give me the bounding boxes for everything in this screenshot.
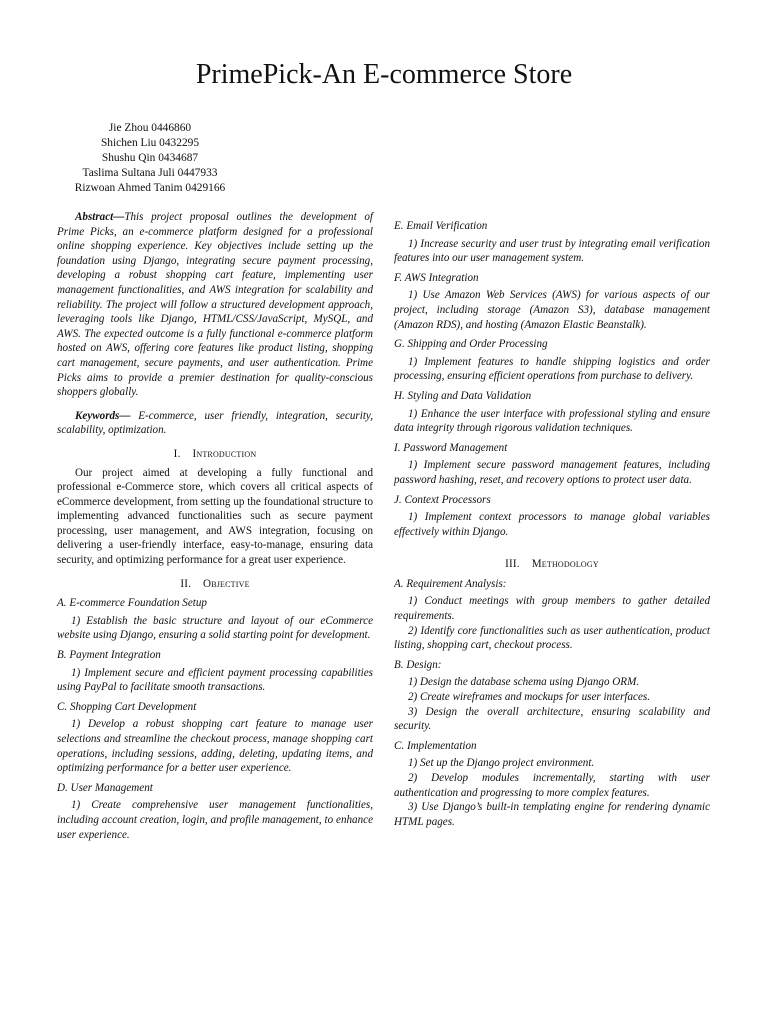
subsection-heading: G. Shipping and Order Processing	[394, 338, 548, 351]
paper-title: PrimePick-An E-commerce Store	[195, 59, 573, 90]
keywords-text: E-commerce, user friendly, integration, security, scalability, optimization.	[57, 409, 373, 437]
list-item: 1) Conduct meetings with group members to gather detailed requirements.	[394, 595, 710, 623]
list-item: 1) Set up the Django project environment.	[408, 757, 595, 770]
subsection-heading: I. Password Management	[394, 441, 508, 454]
list-item: 1) Implement context processors to manage global variables effectively within Django.	[394, 511, 710, 538]
list-item: 1) Use Amazon Web Services (AWS) for various aspects of our project, including storage (Amazon S3), database management (Amazon RDS), and hosting (Amazon Elastic Beanstalk).	[394, 289, 710, 331]
keywords	[57, 409, 373, 438]
list-item: 1) Establish the basic structure and layout of our eCommerce website using Django, ensuring a solid starting point for development.	[57, 614, 373, 642]
list-item: 1) Implement secure password management features, including password hashing, reset, and recovery options to protect user data.	[394, 459, 710, 486]
section-heading-introduction	[57, 447, 373, 462]
section-heading-objective	[57, 577, 373, 592]
right-column	[394, 219, 710, 829]
subsection-heading: B. Design:	[394, 658, 442, 671]
subsection-heading: E. Email Verification	[394, 220, 488, 232]
list-item: 1) Enhance the user interface with professional styling and ensure data integrity through rigorous validation techniques.	[394, 407, 710, 435]
author: Jie Zhou 0446860	[108, 122, 192, 134]
list-item: 1) Create comprehensive user management functionalities, including account creation, login, and profile management, to enhance user experience.	[57, 799, 373, 841]
subsection-heading: A. E-commerce Foundation Setup	[57, 597, 207, 610]
list-item: 1) Develop a robust shopping cart feature to manage user selections and streamline the checkout process, manage shopping cart operations, including sessions, adding, deleting, updating items, and optimizing performance for a better user experience.	[57, 718, 373, 775]
subsection-heading: J. Context Processors	[394, 493, 491, 506]
list-item: 2) Create wireframes and mockups for user interfaces.	[408, 691, 650, 704]
subsection-heading: A. Requirement Analysis:	[394, 577, 507, 590]
subsection-heading: C. Implementation	[394, 739, 477, 752]
introduction-paragraph: Our project aimed at developing a fully functional and professional e-Commerce store, which covers all critical aspects of eCommerce development, from setting up the foundational structure to implementing advanced functionalities such as secure payment processing, user management, and AWS integration, focusing on delivering a user-friendly interface, easy-to-manage, ensuring data security, and optimizing performance for a great user experience.	[57, 466, 373, 567]
subsection-heading: D. User Management	[57, 781, 153, 794]
author-list	[0, 121, 300, 196]
keywords-label: Keywords—	[75, 409, 131, 422]
author: Rizwoan Ahmed Tanim 0429166	[74, 182, 226, 194]
subsection-heading: C. Shopping Cart Development	[57, 700, 197, 713]
section-heading-methodology	[394, 557, 710, 572]
section-title: Objective	[202, 577, 250, 590]
list-item: 1) Design the database schema using Django ORM.	[408, 676, 640, 689]
subsection-heading: H. Styling and Data Validation	[394, 389, 532, 402]
list-item: 1) Implement secure and efficient payment processing capabilities using PayPal to facilitate smooth transactions.	[57, 666, 373, 694]
abstract-text: This project proposal outlines the development of Prime Picks, an e-commerce platform designed for a professional online shopping experience. Key objectives include setting up the foundation using Django, integrating secure payment processing, developing a robust shopping cart feature, implementing user management functionalities, and AWS integration for scalability and reliability. The project will follow a structured development approach, leveraging tools like Django, HTML/CSS/JavaScript, MySQL, and AWS. The expected outcome is a fully functional e-commerce platform hosted on AWS, offering core features like product listing, shopping cart management, secure payments, and user authentication. Prime Picks aims to provide a premier destination for quality-conscious shoppers globally.	[57, 211, 373, 399]
section-number: II.	[180, 577, 192, 590]
list-item: 1) Implement features to handle shipping logistics and order processing, ensuring efficient operations from purchase to delivery.	[394, 355, 710, 383]
section-title: Methodology	[531, 558, 599, 571]
abstract	[57, 210, 373, 400]
list-item: 1) Increase security and user trust by integrating email verification features into our user management system.	[394, 237, 710, 265]
author: Shichen Liu 0432295	[100, 137, 200, 149]
list-item: 2) Identify core functionalities such as user authentication, product listing, shopping cart, checkout process.	[394, 624, 710, 652]
abstract-label: Abstract—	[75, 211, 125, 223]
left-column	[57, 210, 373, 842]
section-title: Introduction	[192, 447, 257, 460]
list-item: 3) Use Django’s built-in templating engine for rendering dynamic HTML pages.	[394, 801, 710, 828]
subsection-heading: F. AWS Integration	[394, 271, 479, 284]
author: Taslima Sultana Juli 0447933	[82, 167, 218, 179]
section-number: I.	[173, 447, 181, 460]
subsection-heading: B. Payment Integration	[57, 649, 161, 662]
author: Shushu Qin 0434687	[101, 152, 199, 164]
list-item: 2) Develop modules incrementally, starting with user authentication and progressing to more complex features.	[394, 772, 710, 799]
section-number: III.	[505, 558, 520, 571]
list-item: 3) Design the overall architecture, ensuring scalability and security.	[394, 705, 710, 733]
